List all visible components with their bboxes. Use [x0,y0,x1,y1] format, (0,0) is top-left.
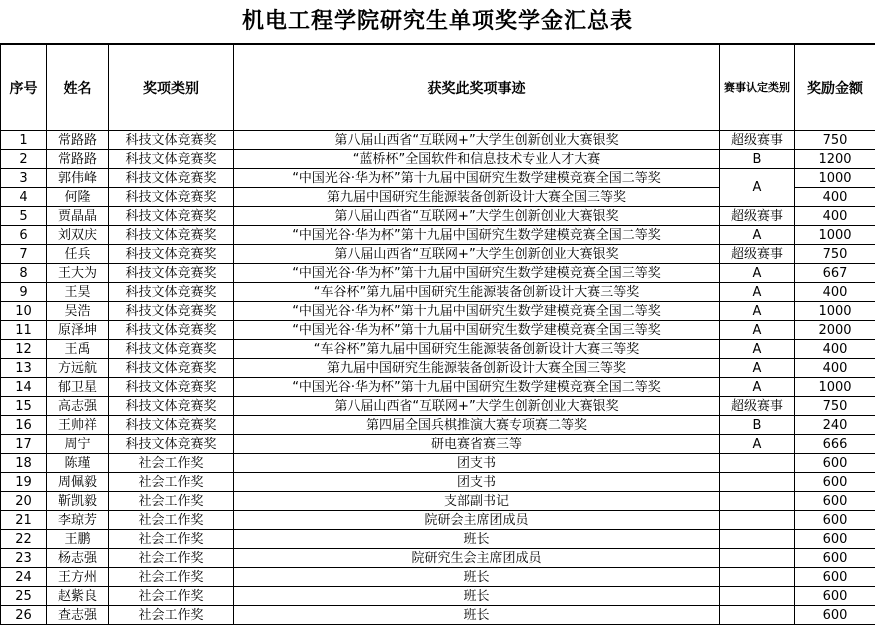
table-row [1,606,875,625]
cell-level[interactable]: 超级赛事 [720,245,795,264]
cell-amount[interactable]: 400 [795,340,875,359]
cell-level[interactable]: 超级赛事 [720,131,795,150]
cell-no[interactable]: 7 [1,245,47,264]
cell-name[interactable]: 吴浩 [47,302,109,321]
cell-event[interactable]: 班长 [234,530,720,549]
sheet-title: 机电工程学院研究生单项奖学金汇总表 [0,0,875,44]
cell-level[interactable] [720,511,795,530]
cell-event[interactable]: 院研究生会主席团成员 [234,549,720,568]
cell-name[interactable]: 刘双庆 [47,226,109,245]
cell-amount[interactable]: 600 [795,454,875,473]
cell-level[interactable]: B [720,150,795,169]
cell-no[interactable]: 20 [1,492,47,511]
cell-amount[interactable]: 600 [795,492,875,511]
cell-name[interactable]: 李琼芳 [47,511,109,530]
cell-name[interactable]: 王禹 [47,340,109,359]
cell-event[interactable]: “中国光谷·华为杯”第十九届中国研究生数学建模竞赛全国二等奖 [234,378,720,397]
cell-category[interactable]: 社会工作奖 [109,473,234,492]
cell-no[interactable]: 3 [1,169,47,188]
cell-level[interactable] [720,587,795,606]
cell-event[interactable]: 第四届全国兵棋推演大赛专项赛二等奖 [234,416,720,435]
cell-name[interactable]: 何隆 [47,188,109,207]
cell-event[interactable]: 团支书 [234,473,720,492]
cell-event[interactable]: 第九届中国研究生能源装备创新设计大赛全国三等奖 [234,188,720,207]
table-row [1,131,875,150]
cell-name[interactable]: 王昊 [47,283,109,302]
cell-amount[interactable]: 1200 [795,150,875,169]
cell-no[interactable]: 25 [1,587,47,606]
table-row [1,416,875,435]
cell-no[interactable]: 12 [1,340,47,359]
cell-name[interactable]: 王帅祥 [47,416,109,435]
cell-event[interactable]: “蓝桥杯”全国软件和信息技术专业人才大赛 [234,150,720,169]
table-row [1,340,875,359]
cell-event[interactable]: 班长 [234,587,720,606]
cell-amount[interactable]: 400 [795,207,875,226]
cell-no[interactable]: 2 [1,150,47,169]
cell-name[interactable]: 赵紫良 [47,587,109,606]
cell-amount[interactable]: 1000 [795,302,875,321]
cell-level[interactable]: A [720,378,795,397]
cell-category[interactable]: 科技文体竞赛奖 [109,283,234,302]
cell-level[interactable]: A [720,226,795,245]
cell-no[interactable]: 22 [1,530,47,549]
cell-name[interactable]: 靳凯毅 [47,492,109,511]
cell-name[interactable]: 陈瑾 [47,454,109,473]
cell-amount[interactable]: 750 [795,245,875,264]
cell-level[interactable]: B [720,416,795,435]
table-row [1,302,875,321]
cell-amount[interactable]: 600 [795,473,875,492]
cell-category[interactable]: 科技文体竞赛奖 [109,226,234,245]
cell-no[interactable]: 5 [1,207,47,226]
cell-category[interactable]: 科技文体竞赛奖 [109,188,234,207]
cell-no[interactable]: 9 [1,283,47,302]
cell-level[interactable] [720,454,795,473]
cell-category[interactable]: 科技文体竞赛奖 [109,207,234,226]
cell-event[interactable]: 第八届山西省“互联网+”大学生创新创业大赛银奖 [234,245,720,264]
cell-level[interactable]: A [720,264,795,283]
cell-no[interactable]: 19 [1,473,47,492]
cell-level[interactable]: A [720,169,795,207]
cell-level[interactable] [720,473,795,492]
cell-no[interactable]: 26 [1,606,47,625]
cell-name[interactable]: 郁卫星 [47,378,109,397]
cell-amount[interactable]: 2000 [795,321,875,340]
cell-event[interactable]: “中国光谷·华为杯”第十九届中国研究生数学建模竞赛全国三等奖 [234,321,720,340]
table-row [1,321,875,340]
cell-category[interactable]: 科技文体竞赛奖 [109,378,234,397]
cell-name[interactable]: 任兵 [47,245,109,264]
cell-category[interactable]: 科技文体竞赛奖 [109,264,234,283]
cell-name[interactable]: 郭伟峰 [47,169,109,188]
header-category[interactable]: 奖项类别 [109,45,234,131]
cell-category[interactable]: 科技文体竞赛奖 [109,245,234,264]
cell-no[interactable]: 16 [1,416,47,435]
cell-name[interactable]: 查志强 [47,606,109,625]
cell-level[interactable] [720,549,795,568]
cell-category[interactable]: 科技文体竞赛奖 [109,169,234,188]
cell-event[interactable]: 院研会主席团成员 [234,511,720,530]
cell-category[interactable]: 科技文体竞赛奖 [109,435,234,454]
cell-no[interactable]: 8 [1,264,47,283]
cell-amount[interactable]: 1000 [795,378,875,397]
cell-no[interactable]: 23 [1,549,47,568]
cell-no[interactable]: 17 [1,435,47,454]
cell-category[interactable]: 科技文体竞赛奖 [109,131,234,150]
cell-amount[interactable]: 600 [795,587,875,606]
cell-event[interactable]: 第八届山西省“互联网+”大学生创新创业大赛银奖 [234,397,720,416]
header-event[interactable]: 获奖此奖项事迹 [234,45,720,131]
table-row [1,378,875,397]
cell-amount[interactable]: 400 [795,359,875,378]
cell-no[interactable]: 21 [1,511,47,530]
header-amount[interactable]: 奖励金额 [795,45,875,131]
table-row [1,530,875,549]
cell-category[interactable]: 社会工作奖 [109,454,234,473]
cell-event[interactable]: “中国光谷·华为杯”第十九届中国研究生数学建模竞赛全国二等奖 [234,169,720,188]
award-table [0,44,875,625]
table-row [1,359,875,378]
cell-amount[interactable]: 600 [795,530,875,549]
cell-name[interactable]: 贾晶晶 [47,207,109,226]
cell-amount[interactable]: 600 [795,511,875,530]
cell-amount[interactable]: 666 [795,435,875,454]
cell-event[interactable]: 班长 [234,568,720,587]
cell-category[interactable]: 科技文体竞赛奖 [109,397,234,416]
table-row [1,397,875,416]
cell-no[interactable]: 4 [1,188,47,207]
cell-level[interactable] [720,568,795,587]
cell-level[interactable]: A [720,302,795,321]
cell-level[interactable]: A [720,283,795,302]
cell-no[interactable]: 10 [1,302,47,321]
cell-no[interactable]: 13 [1,359,47,378]
table-row [1,473,875,492]
cell-amount[interactable]: 240 [795,416,875,435]
cell-name[interactable]: 王方州 [47,568,109,587]
table-row [1,226,875,245]
cell-category[interactable]: 科技文体竞赛奖 [109,321,234,340]
cell-event[interactable]: 第八届山西省“互联网+”大学生创新创业大赛银奖 [234,131,720,150]
cell-amount[interactable]: 750 [795,131,875,150]
cell-no[interactable]: 15 [1,397,47,416]
header-level[interactable]: 赛事认定类别 [720,45,795,131]
table-row [1,568,875,587]
table-row [1,454,875,473]
cell-event[interactable]: 支部副书记 [234,492,720,511]
cell-amount[interactable]: 1000 [795,226,875,245]
cell-no[interactable]: 18 [1,454,47,473]
cell-amount[interactable]: 600 [795,606,875,625]
cell-event[interactable]: “车谷杯”第九届中国研究生能源装备创新设计大赛三等奖 [234,283,720,302]
cell-event[interactable]: 团支书 [234,454,720,473]
cell-event[interactable]: “中国光谷·华为杯”第十九届中国研究生数学建模竞赛全国二等奖 [234,302,720,321]
header-no[interactable]: 序号 [1,45,47,131]
cell-name[interactable]: 周佩毅 [47,473,109,492]
cell-amount[interactable]: 667 [795,264,875,283]
cell-no[interactable]: 6 [1,226,47,245]
table-row [1,549,875,568]
cell-event[interactable]: 研电赛省赛三等 [234,435,720,454]
cell-amount[interactable]: 1000 [795,169,875,188]
cell-category[interactable]: 科技文体竞赛奖 [109,359,234,378]
cell-category[interactable]: 社会工作奖 [109,549,234,568]
cell-name[interactable]: 高志强 [47,397,109,416]
cell-level[interactable]: 超级赛事 [720,207,795,226]
header-row [1,45,875,131]
cell-no[interactable]: 1 [1,131,47,150]
table-row [1,283,875,302]
cell-category[interactable]: 科技文体竞赛奖 [109,302,234,321]
table-row [1,245,875,264]
cell-name[interactable]: 方远航 [47,359,109,378]
cell-amount[interactable]: 400 [795,188,875,207]
cell-event[interactable]: “中国光谷·华为杯”第十九届中国研究生数学建模竞赛全国二等奖 [234,226,720,245]
cell-event[interactable]: 班长 [234,606,720,625]
cell-category[interactable]: 社会工作奖 [109,511,234,530]
cell-category[interactable]: 社会工作奖 [109,568,234,587]
cell-no[interactable]: 14 [1,378,47,397]
cell-category[interactable]: 社会工作奖 [109,587,234,606]
cell-name[interactable]: 周宁 [47,435,109,454]
cell-amount[interactable]: 600 [795,549,875,568]
cell-level[interactable]: A [720,340,795,359]
table-row [1,587,875,606]
cell-name[interactable]: 常路路 [47,131,109,150]
table-row [1,492,875,511]
cell-category[interactable]: 社会工作奖 [109,492,234,511]
cell-no[interactable]: 11 [1,321,47,340]
cell-level[interactable]: A [720,359,795,378]
cell-category[interactable]: 科技文体竞赛奖 [109,416,234,435]
cell-level[interactable] [720,606,795,625]
table-row [1,150,875,169]
header-name[interactable]: 姓名 [47,45,109,131]
cell-category[interactable]: 科技文体竞赛奖 [109,340,234,359]
cell-name[interactable]: 王大为 [47,264,109,283]
table-body [1,131,875,625]
cell-level[interactable] [720,530,795,549]
table-row [1,169,875,188]
cell-category[interactable]: 社会工作奖 [109,530,234,549]
cell-no[interactable]: 24 [1,568,47,587]
table-row [1,264,875,283]
cell-amount[interactable]: 750 [795,397,875,416]
cell-category[interactable]: 社会工作奖 [109,606,234,625]
cell-level[interactable] [720,492,795,511]
cell-level[interactable]: A [720,435,795,454]
cell-event[interactable]: “中国光谷·华为杯”第十九届中国研究生数学建模竞赛全国三等奖 [234,264,720,283]
cell-event[interactable]: 第八届山西省“互联网+”大学生创新创业大赛银奖 [234,207,720,226]
cell-level[interactable]: A [720,321,795,340]
cell-amount[interactable]: 400 [795,283,875,302]
table-row [1,435,875,454]
table-row [1,207,875,226]
cell-level[interactable]: 超级赛事 [720,397,795,416]
cell-amount[interactable]: 600 [795,568,875,587]
cell-name[interactable]: 杨志强 [47,549,109,568]
cell-name[interactable]: 原泽坤 [47,321,109,340]
table-row [1,511,875,530]
cell-name[interactable]: 常路路 [47,150,109,169]
cell-name[interactable]: 王鹏 [47,530,109,549]
cell-event[interactable]: 第九届中国研究生能源装备创新设计大赛全国三等奖 [234,359,720,378]
cell-event[interactable]: “车谷杯”第九届中国研究生能源装备创新设计大赛三等奖 [234,340,720,359]
cell-category[interactable]: 科技文体竞赛奖 [109,150,234,169]
